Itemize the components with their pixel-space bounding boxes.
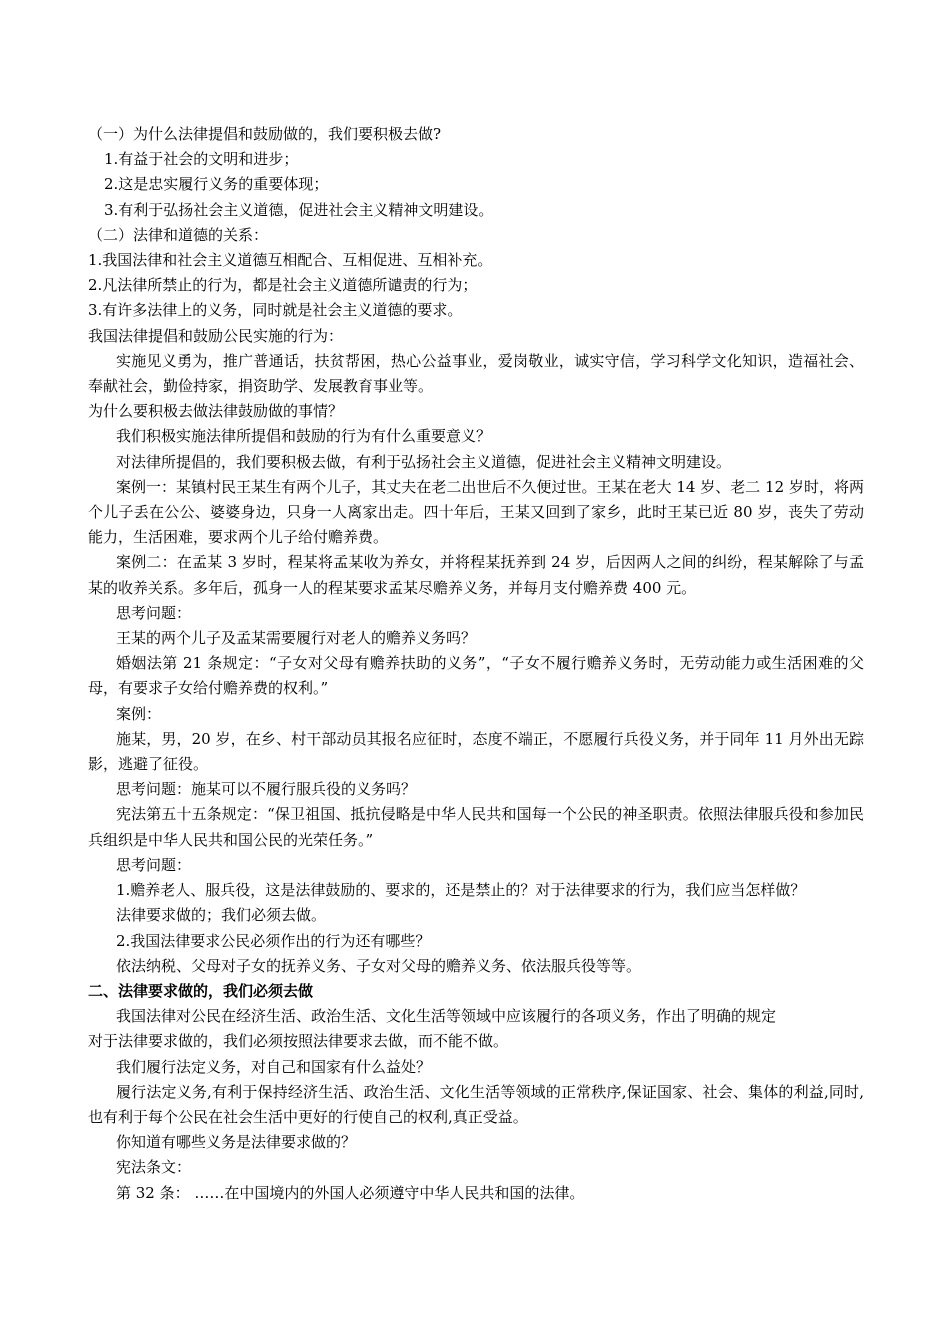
section-heading-bold: 二、法律要求做的，我们必须去做 [88, 981, 314, 1000]
paragraph: 履行法定义务,有利于保持经济生活、政治生活、文化生活等领域的正常秩序,保证国家、社会、集体的利益,同时,也有利于每个公民在社会生活中更好的行使自己的权利,真正受益。 [88, 1082, 864, 1126]
list-item: 3.有许多法律上的义务，同时就是社会主义道德的要求。 [88, 301, 463, 320]
paragraph: 宪法第五十五条规定：“保卫祖国、抵抗侵略是中华人民共和国每一个公民的神圣职责。依照法律服兵役和参加民兵组织是中华人民共和国公民的光荣任务。” [88, 805, 864, 849]
paragraph: 1.赡养老人、服兵役，这是法律鼓励的、要求的，还是禁止的？对于法律要求的行为，我们应当怎样做？ [116, 881, 806, 900]
text-line: 王某的两个儿子及孟某需要履行对老人的赡养义务吗？ [116, 629, 477, 648]
text-line: 思考问题：施某可以不履行服兵役的义务吗？ [116, 780, 417, 799]
section-heading-1: （一）为什么法律提倡和鼓励做的，我们要积极去做? [88, 125, 442, 143]
text-line: 2.我国法律要求公民必须作出的行为还有哪些？ [116, 931, 431, 950]
text-line: 依法纳税、父母对子女的抚养义务、子女对父母的赡养义务、依法服兵役等等。 [116, 956, 642, 975]
text-line: 宪法条文： [116, 1158, 192, 1177]
text-line: 思考问题： [116, 855, 192, 874]
list-item: 1.我国法律和社会主义道德互相配合、互相促进、互相补充。 [88, 251, 493, 270]
document-page [88, 122, 864, 1206]
case-two-paragraph: 案例二：在孟某 3 岁时，程某将孟某收为养女，并将程某抚养到 24 岁，后因两人之间的纠纷，程某解除了与孟某的收养关系。多年后，孤身一人的程某要求孟某尽赡养义务，并每月支付赡养费 400 元。 [88, 553, 864, 597]
text-line: 对法律所提倡的，我们要积极去做，有利于弘扬社会主义道德，促进社会主义精神文明建设。 [116, 452, 732, 471]
paragraph: 施某，男，20 岁，在乡、村干部动员其报名应征时，态度不端正，不愿履行兵役义务，并于同年 11 月外出无踪影，逃避了征役。 [88, 729, 864, 774]
case-one-paragraph: 案例一：某镇村民王某生有两个儿子，其丈夫在老二出世后不久便过世。王某在老大 14 岁、老二 12 岁时，将两个儿子丢在公公、婆婆身边，只身一人离家出走。四十年后，王某又回到了家乡，此时王某已近 80 岁，丧失了劳动能力，生活困难，要求两个儿子给付赡养费。 [88, 477, 864, 547]
text-line: 第 32 条： ……在中国境内的外国人必须遵守中华人民共和国的法律。 [116, 1183, 585, 1202]
paragraph: 婚姻法第 21 条规定：“子女对父母有赡养扶助的义务”，“子女不履行赡养义务时，无劳动能力或生活困难的父母，有要求子女给付赡养费的权利。” [88, 654, 864, 698]
paragraph: 实施见义勇为，推广普通话，扶贫帮困，热心公益事业，爱岗敬业，诚实守信，学习科学文化知识，造福社会、奉献社会，勤俭持家，捐资助学、发展教育事业等。 [88, 351, 864, 396]
section-heading-2: （二）法律和道德的关系： [88, 225, 269, 244]
text-line: 案例： [116, 704, 162, 723]
text-line: 我们积极实施法律所提倡和鼓励的行为有什么重要意义？ [116, 427, 492, 446]
list-item: 1.有益于社会的文明和进步； [104, 150, 299, 169]
text-line: 法律要求做的；我们必须去做。 [116, 906, 327, 925]
text-line: 我国法律对公民在经济生活、政治生活、文化生活等领域中应该履行的各项义务，作出了明确的规定 [116, 1007, 777, 1026]
list-item: 2.凡法律所禁止的行为，都是社会主义道德所谴责的行为； [88, 276, 478, 295]
text-line: 为什么要积极去做法律鼓励做的事情？ [88, 402, 344, 421]
text-line: 你知道有哪些义务是法律要求做的？ [116, 1133, 357, 1152]
text-line: 思考问题： [116, 603, 192, 622]
list-item: 2.这是忠实履行义务的重要体现； [104, 175, 329, 194]
list-item: 3.有利于弘扬社会主义道德，促进社会主义精神文明建设。 [104, 200, 494, 219]
text-line: 我们履行法定义务，对自己和国家有什么益处？ [116, 1057, 432, 1076]
text-line: 对于法律要求做的，我们必须按照法律要求去做，而不能不做。 [88, 1032, 509, 1051]
text-line: 我国法律提倡和鼓励公民实施的行为： [88, 326, 344, 345]
